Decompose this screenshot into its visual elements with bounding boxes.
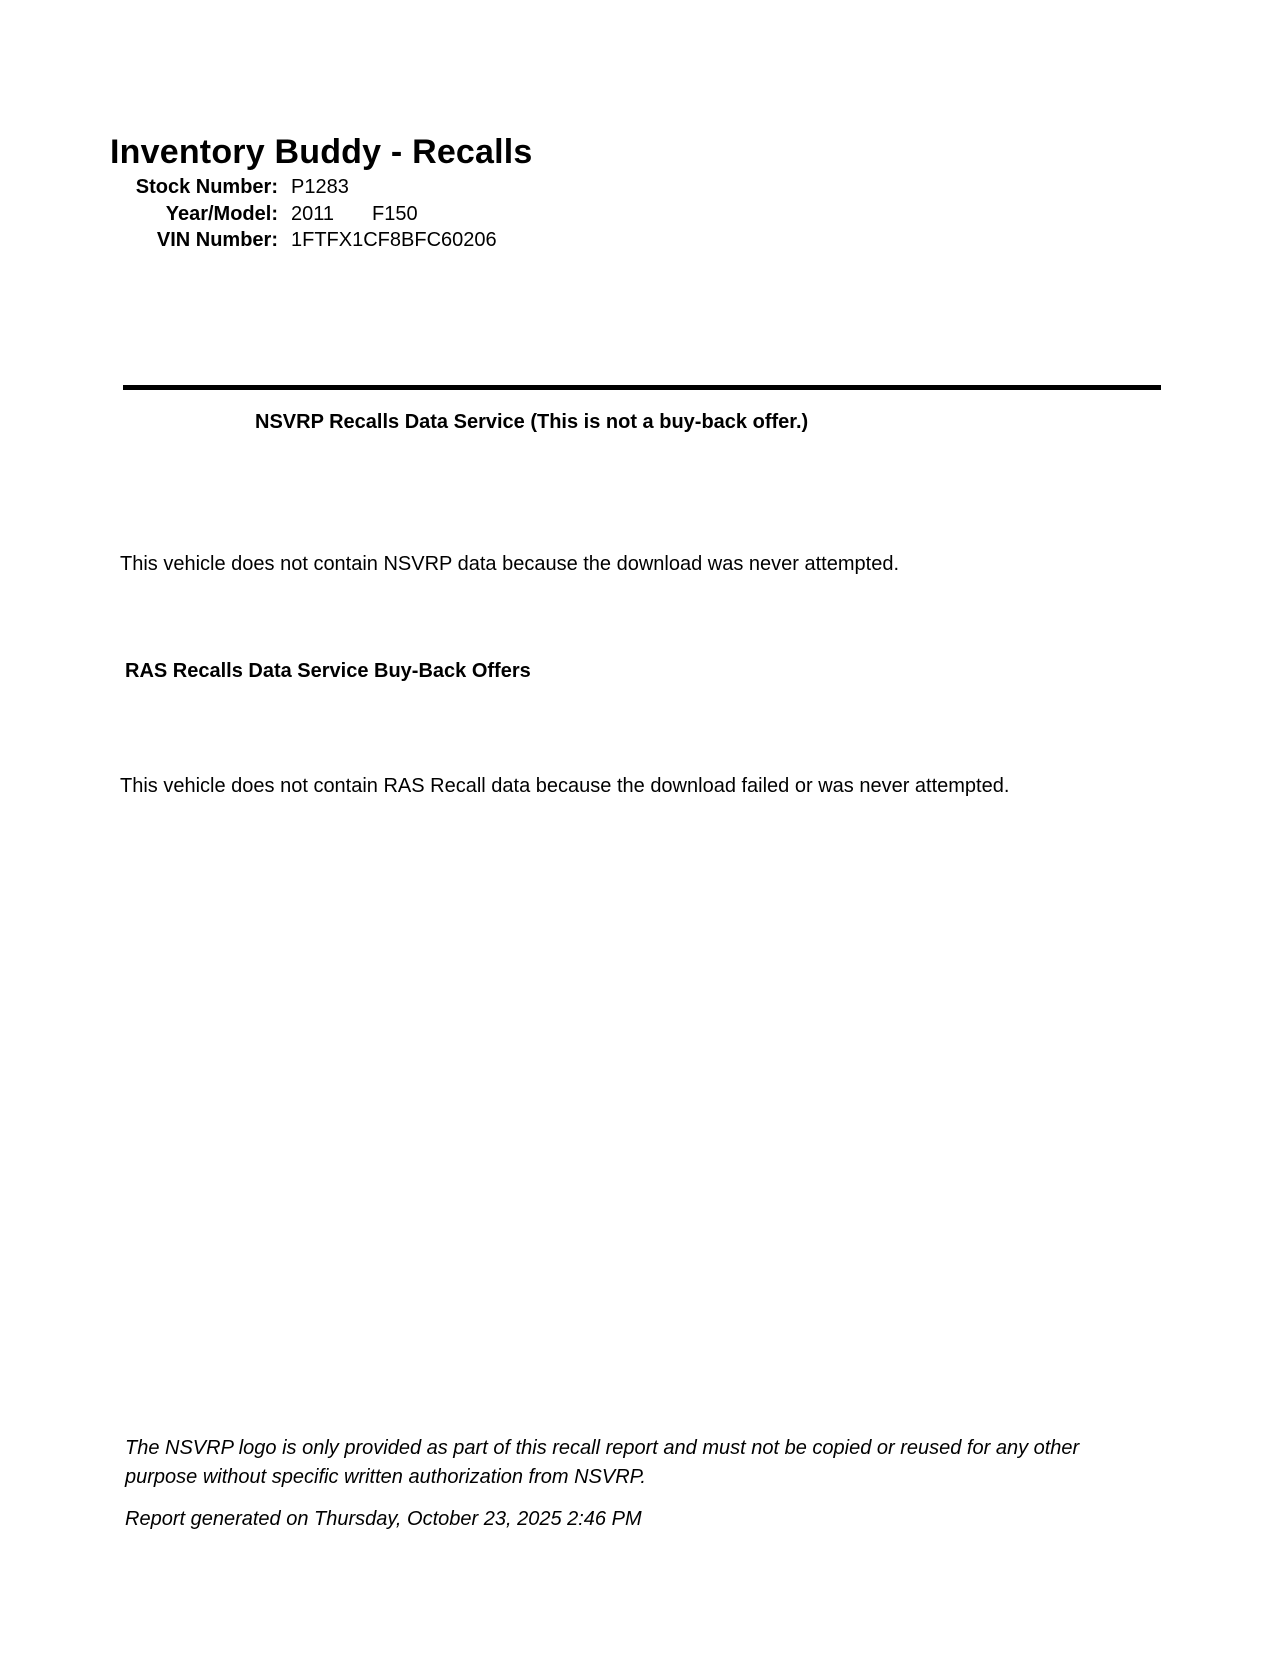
year-model-row xyxy=(113,203,497,230)
ras-section-heading: RAS Recalls Data Service Buy-Back Offers xyxy=(125,660,531,682)
ras-status-message: This vehicle does not contain RAS Recall data because the download failed or was never attempted. xyxy=(120,775,1010,797)
year-value: 2011 xyxy=(291,202,335,225)
nsvrp-status-message: This vehicle does not contain NSVRP data because the download was never attempted. xyxy=(120,553,899,575)
stock-number-value: P1283 xyxy=(291,176,349,198)
vehicle-info-block xyxy=(113,176,497,256)
vin-number-value: 1FTFX1CF8BFC60206 xyxy=(291,229,497,251)
footer-disclaimer-text: The NSVRP logo is only provided as part of this recall report and must not be copied or reused for any other purpose without specific written authorization from NSVRP. xyxy=(125,1437,1080,1488)
stock-number-row xyxy=(113,176,497,203)
nsvrp-section-heading: NSVRP Recalls Data Service (This is not a buy-back offer.) xyxy=(255,411,809,433)
year-model-label: Year/Model: xyxy=(165,202,278,225)
vin-number-label: VIN Number: xyxy=(156,229,278,251)
footer-generated-timestamp: Report generated on Thursday, October 23, 2025 2:46 PM xyxy=(125,1508,642,1530)
model-value: F150 xyxy=(372,202,418,225)
stock-number-label: Stock Number: xyxy=(135,176,278,198)
section-divider-rule xyxy=(123,385,1161,390)
page-title: Inventory Buddy - Recalls xyxy=(110,133,533,171)
vin-number-row xyxy=(113,229,497,256)
